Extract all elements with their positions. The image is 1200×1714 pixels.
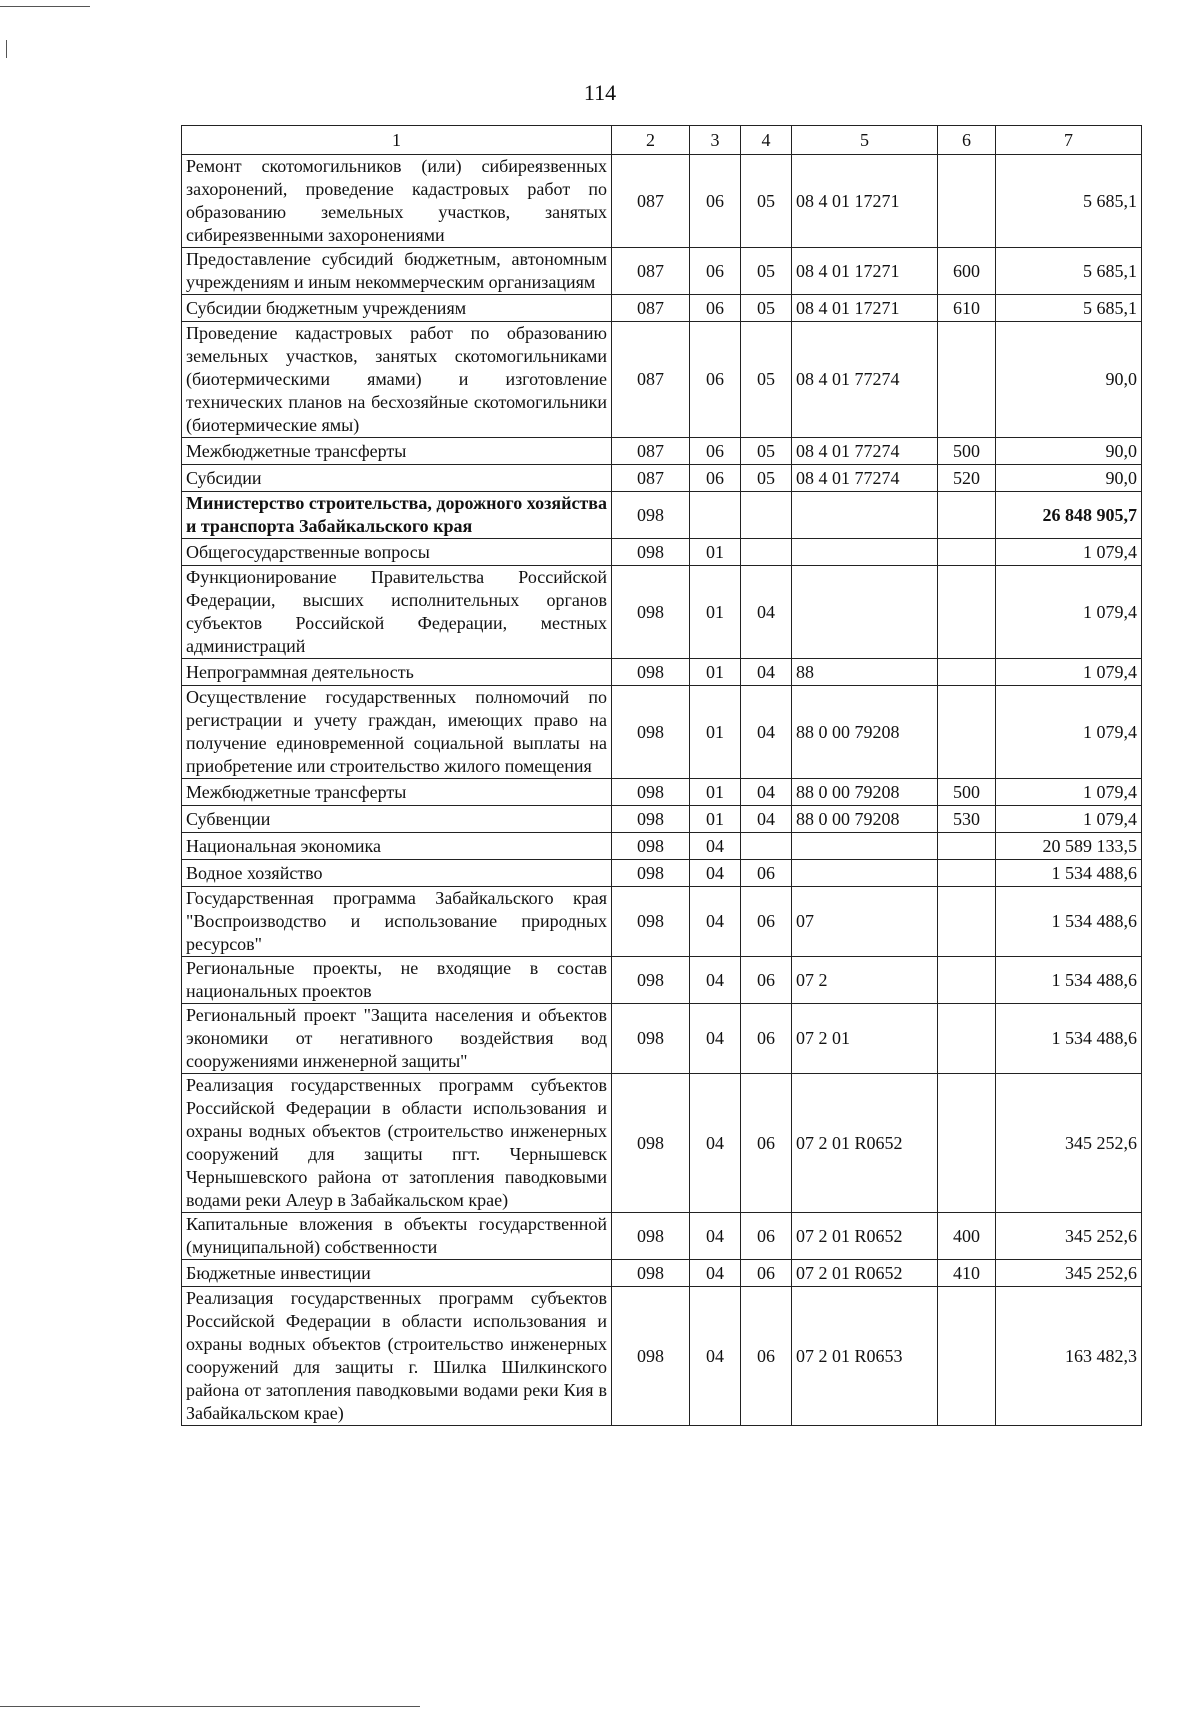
scan-edge-mark-top xyxy=(0,6,90,7)
row-section-cell: 04 xyxy=(690,887,741,957)
row-name-cell: Национальная экономика xyxy=(182,833,612,860)
table-row xyxy=(182,779,1142,806)
row-subsection-cell: 04 xyxy=(741,806,792,833)
row-subsection-cell: 06 xyxy=(741,1260,792,1287)
row-target-item-cell: 08 4 01 77274 xyxy=(792,322,938,438)
row-amount-cell: 90,0 xyxy=(996,438,1142,465)
row-name-cell: Общегосударственные вопросы xyxy=(182,539,612,566)
row-target-item-cell xyxy=(792,539,938,566)
row-target-item-cell: 07 2 01 R0652 xyxy=(792,1260,938,1287)
row-amount-cell: 1 079,4 xyxy=(996,566,1142,659)
row-expense-type-cell: 520 xyxy=(938,465,996,492)
row-target-item-cell: 07 2 xyxy=(792,957,938,1004)
table-row xyxy=(182,248,1142,295)
row-amount-cell: 90,0 xyxy=(996,322,1142,438)
row-name-cell: Региональные проекты, не входящие в состав национальных проектов xyxy=(182,957,612,1004)
row-name-cell: Региональный проект "Защита населения и объектов экономики от негативного воздействия вод сооружениями инженерной защиты" xyxy=(182,1004,612,1074)
row-admin-code-cell: 098 xyxy=(612,833,690,860)
row-name-cell: Предоставление субсидий бюджетным, автономным учреждениям и иным некоммерческим организациям xyxy=(182,248,612,295)
row-expense-type-cell xyxy=(938,1004,996,1074)
row-section-cell: 04 xyxy=(690,1260,741,1287)
row-expense-type-cell: 600 xyxy=(938,248,996,295)
row-expense-type-cell xyxy=(938,833,996,860)
header-col-6: 6 xyxy=(938,126,996,155)
row-target-item-cell xyxy=(792,566,938,659)
row-admin-code-cell: 098 xyxy=(612,539,690,566)
row-admin-code-cell: 098 xyxy=(612,887,690,957)
row-expense-type-cell xyxy=(938,539,996,566)
row-section-cell: 06 xyxy=(690,295,741,322)
row-target-item-cell: 88 xyxy=(792,659,938,686)
row-subsection-cell xyxy=(741,833,792,860)
row-section-cell: 04 xyxy=(690,1074,741,1213)
row-section-cell: 04 xyxy=(690,1004,741,1074)
row-amount-cell: 1 079,4 xyxy=(996,806,1142,833)
table-row xyxy=(182,492,1142,539)
row-name-cell: Субсидии бюджетным учреждениям xyxy=(182,295,612,322)
row-amount-cell: 163 482,3 xyxy=(996,1287,1142,1426)
table-row xyxy=(182,322,1142,438)
row-target-item-cell: 88 0 00 79208 xyxy=(792,686,938,779)
row-subsection-cell: 04 xyxy=(741,779,792,806)
row-section-cell: 06 xyxy=(690,322,741,438)
table-header-row xyxy=(182,126,1142,155)
row-name-cell: Капитальные вложения в объекты государственной (муниципальной) собственности xyxy=(182,1213,612,1260)
row-expense-type-cell: 410 xyxy=(938,1260,996,1287)
row-admin-code-cell: 098 xyxy=(612,806,690,833)
row-amount-cell: 1 079,4 xyxy=(996,659,1142,686)
header-col-5: 5 xyxy=(792,126,938,155)
row-section-cell: 06 xyxy=(690,155,741,248)
row-subsection-cell: 06 xyxy=(741,1004,792,1074)
row-target-item-cell: 08 4 01 17271 xyxy=(792,295,938,322)
row-admin-code-cell: 098 xyxy=(612,1074,690,1213)
table-row xyxy=(182,860,1142,887)
row-subsection-cell: 05 xyxy=(741,438,792,465)
table-row xyxy=(182,833,1142,860)
row-admin-code-cell: 087 xyxy=(612,465,690,492)
row-admin-code-cell: 087 xyxy=(612,248,690,295)
scan-edge-mark-bottom xyxy=(0,1706,420,1707)
row-target-item-cell: 08 4 01 17271 xyxy=(792,155,938,248)
table-row xyxy=(182,438,1142,465)
row-target-item-cell: 08 4 01 77274 xyxy=(792,438,938,465)
row-amount-cell: 345 252,6 xyxy=(996,1213,1142,1260)
row-expense-type-cell xyxy=(938,659,996,686)
row-subsection-cell: 06 xyxy=(741,887,792,957)
row-name-cell: Межбюджетные трансферты xyxy=(182,779,612,806)
row-expense-type-cell xyxy=(938,860,996,887)
row-subsection-cell: 05 xyxy=(741,322,792,438)
row-admin-code-cell: 098 xyxy=(612,860,690,887)
row-section-cell: 06 xyxy=(690,465,741,492)
row-admin-code-cell: 098 xyxy=(612,779,690,806)
header-col-7: 7 xyxy=(996,126,1142,155)
row-name-cell: Ремонт скотомогильников (или) сибиреязвенных захоронений, проведение кадастровых работ по образованию земельных участков, занятых сибиреязвенными захоронениями xyxy=(182,155,612,248)
table-row xyxy=(182,295,1142,322)
row-expense-type-cell: 500 xyxy=(938,779,996,806)
row-name-cell: Бюджетные инвестиции xyxy=(182,1260,612,1287)
table-row xyxy=(182,1260,1142,1287)
row-name-cell: Государственная программа Забайкальского края "Воспроизводство и использование природных ресурсов" xyxy=(182,887,612,957)
row-expense-type-cell xyxy=(938,957,996,1004)
row-subsection-cell: 05 xyxy=(741,155,792,248)
row-expense-type-cell xyxy=(938,1074,996,1213)
row-admin-code-cell: 098 xyxy=(612,686,690,779)
row-subsection-cell: 06 xyxy=(741,1074,792,1213)
row-admin-code-cell: 098 xyxy=(612,566,690,659)
row-amount-cell: 1 079,4 xyxy=(996,779,1142,806)
table-row xyxy=(182,1287,1142,1426)
header-col-3: 3 xyxy=(690,126,741,155)
row-admin-code-cell: 087 xyxy=(612,322,690,438)
row-admin-code-cell: 098 xyxy=(612,1287,690,1426)
table-row xyxy=(182,659,1142,686)
header-col-2: 2 xyxy=(612,126,690,155)
row-amount-cell: 1 534 488,6 xyxy=(996,1004,1142,1074)
row-expense-type-cell xyxy=(938,322,996,438)
row-subsection-cell: 06 xyxy=(741,1213,792,1260)
row-target-item-cell xyxy=(792,833,938,860)
row-admin-code-cell: 087 xyxy=(612,295,690,322)
row-target-item-cell: 88 0 00 79208 xyxy=(792,779,938,806)
row-amount-cell: 1 534 488,6 xyxy=(996,860,1142,887)
row-admin-code-cell: 098 xyxy=(612,492,690,539)
row-expense-type-cell: 500 xyxy=(938,438,996,465)
row-section-cell: 04 xyxy=(690,1213,741,1260)
row-subsection-cell: 05 xyxy=(741,248,792,295)
row-name-cell: Субвенции xyxy=(182,806,612,833)
row-target-item-cell: 07 2 01 R0652 xyxy=(792,1213,938,1260)
row-subsection-cell xyxy=(741,492,792,539)
row-admin-code-cell: 098 xyxy=(612,1213,690,1260)
row-target-item-cell: 07 xyxy=(792,887,938,957)
table-row xyxy=(182,1213,1142,1260)
row-expense-type-cell: 400 xyxy=(938,1213,996,1260)
row-name-cell: Проведение кадастровых работ по образованию земельных участков, занятых скотомогильниками (биотермическими ямами) и изготовление технических планов на бесхозяйные скотомогильники (биотермические ямы) xyxy=(182,322,612,438)
row-subsection-cell: 04 xyxy=(741,686,792,779)
row-subsection-cell: 06 xyxy=(741,860,792,887)
table-row xyxy=(182,1074,1142,1213)
table-row xyxy=(182,465,1142,492)
row-subsection-cell: 05 xyxy=(741,295,792,322)
row-target-item-cell: 07 2 01 xyxy=(792,1004,938,1074)
row-subsection-cell xyxy=(741,539,792,566)
row-subsection-cell: 04 xyxy=(741,566,792,659)
table-row xyxy=(182,1004,1142,1074)
row-name-cell: Непрограммная деятельность xyxy=(182,659,612,686)
row-amount-cell: 345 252,6 xyxy=(996,1074,1142,1213)
row-name-cell: Субсидии xyxy=(182,465,612,492)
row-section-cell: 04 xyxy=(690,860,741,887)
row-subsection-cell: 06 xyxy=(741,957,792,1004)
row-subsection-cell: 05 xyxy=(741,465,792,492)
budget-table xyxy=(181,125,1142,1426)
page-number: 114 xyxy=(583,80,617,105)
row-name-cell: Реализация государственных программ субъектов Российской Федерации в области использования и охраны водных объектов (строительство инженерных сооружений для защиты г. Шилка Шилкинского района от затопления паводковыми водами реки Кия в Забайкальском крае) xyxy=(182,1287,612,1426)
row-target-item-cell xyxy=(792,492,938,539)
table-row xyxy=(182,806,1142,833)
row-name-cell: Водное хозяйство xyxy=(182,860,612,887)
row-expense-type-cell xyxy=(938,155,996,248)
row-expense-type-cell: 530 xyxy=(938,806,996,833)
row-section-cell xyxy=(690,492,741,539)
header-col-4: 4 xyxy=(741,126,792,155)
row-amount-cell: 345 252,6 xyxy=(996,1260,1142,1287)
row-section-cell: 04 xyxy=(690,833,741,860)
row-name-cell: Осуществление государственных полномочий по регистрации и учету граждан, имеющих право на получение единовременной социальной выплаты на приобретение или строительство жилого помещения xyxy=(182,686,612,779)
row-amount-cell: 90,0 xyxy=(996,465,1142,492)
row-section-cell: 01 xyxy=(690,686,741,779)
row-admin-code-cell: 087 xyxy=(612,438,690,465)
row-expense-type-cell xyxy=(938,686,996,779)
row-name-cell: Министерство строительства, дорожного хозяйства и транспорта Забайкальского края xyxy=(182,492,612,539)
row-admin-code-cell: 098 xyxy=(612,1004,690,1074)
row-expense-type-cell xyxy=(938,492,996,539)
row-admin-code-cell: 087 xyxy=(612,155,690,248)
row-amount-cell: 1 534 488,6 xyxy=(996,887,1142,957)
table-row xyxy=(182,566,1142,659)
row-subsection-cell: 06 xyxy=(741,1287,792,1426)
row-target-item-cell: 08 4 01 17271 xyxy=(792,248,938,295)
row-section-cell: 04 xyxy=(690,1287,741,1426)
row-expense-type-cell: 610 xyxy=(938,295,996,322)
row-section-cell: 01 xyxy=(690,659,741,686)
row-amount-cell: 1 079,4 xyxy=(996,539,1142,566)
table-row xyxy=(182,887,1142,957)
row-expense-type-cell xyxy=(938,566,996,659)
row-amount-cell: 20 589 133,5 xyxy=(996,833,1142,860)
row-amount-cell: 5 685,1 xyxy=(996,295,1142,322)
row-amount-cell: 1 534 488,6 xyxy=(996,957,1142,1004)
row-amount-cell: 26 848 905,7 xyxy=(996,492,1142,539)
row-section-cell: 04 xyxy=(690,957,741,1004)
row-section-cell: 06 xyxy=(690,438,741,465)
row-target-item-cell: 07 2 01 R0653 xyxy=(792,1287,938,1426)
row-admin-code-cell: 098 xyxy=(612,957,690,1004)
row-section-cell: 06 xyxy=(690,248,741,295)
row-name-cell: Межбюджетные трансферты xyxy=(182,438,612,465)
row-section-cell: 01 xyxy=(690,806,741,833)
row-name-cell: Реализация государственных программ субъектов Российской Федерации в области использования и охраны водных объектов (строительство инженерных сооружений для защиты пгт. Чернышевск Чернышевского района от затопления паводковыми водами реки Алеур в Забайкальском крае) xyxy=(182,1074,612,1213)
row-admin-code-cell: 098 xyxy=(612,659,690,686)
table-row xyxy=(182,155,1142,248)
row-subsection-cell: 04 xyxy=(741,659,792,686)
row-admin-code-cell: 098 xyxy=(612,1260,690,1287)
row-section-cell: 01 xyxy=(690,779,741,806)
row-section-cell: 01 xyxy=(690,566,741,659)
table-row xyxy=(182,539,1142,566)
table-row xyxy=(182,957,1142,1004)
row-amount-cell: 5 685,1 xyxy=(996,248,1142,295)
row-target-item-cell: 08 4 01 77274 xyxy=(792,465,938,492)
header-col-1: 1 xyxy=(182,126,612,155)
row-target-item-cell: 07 2 01 R0652 xyxy=(792,1074,938,1213)
row-section-cell: 01 xyxy=(690,539,741,566)
row-expense-type-cell xyxy=(938,887,996,957)
row-amount-cell: 5 685,1 xyxy=(996,155,1142,248)
scan-edge-mark-left xyxy=(6,40,7,58)
table-body xyxy=(182,155,1142,1426)
row-amount-cell: 1 079,4 xyxy=(996,686,1142,779)
row-expense-type-cell xyxy=(938,1287,996,1426)
row-name-cell: Функционирование Правительства Российской Федерации, высших исполнительных органов субъектов Российской Федерации, местных администраций xyxy=(182,566,612,659)
row-target-item-cell xyxy=(792,860,938,887)
table-row xyxy=(182,686,1142,779)
row-target-item-cell: 88 0 00 79208 xyxy=(792,806,938,833)
